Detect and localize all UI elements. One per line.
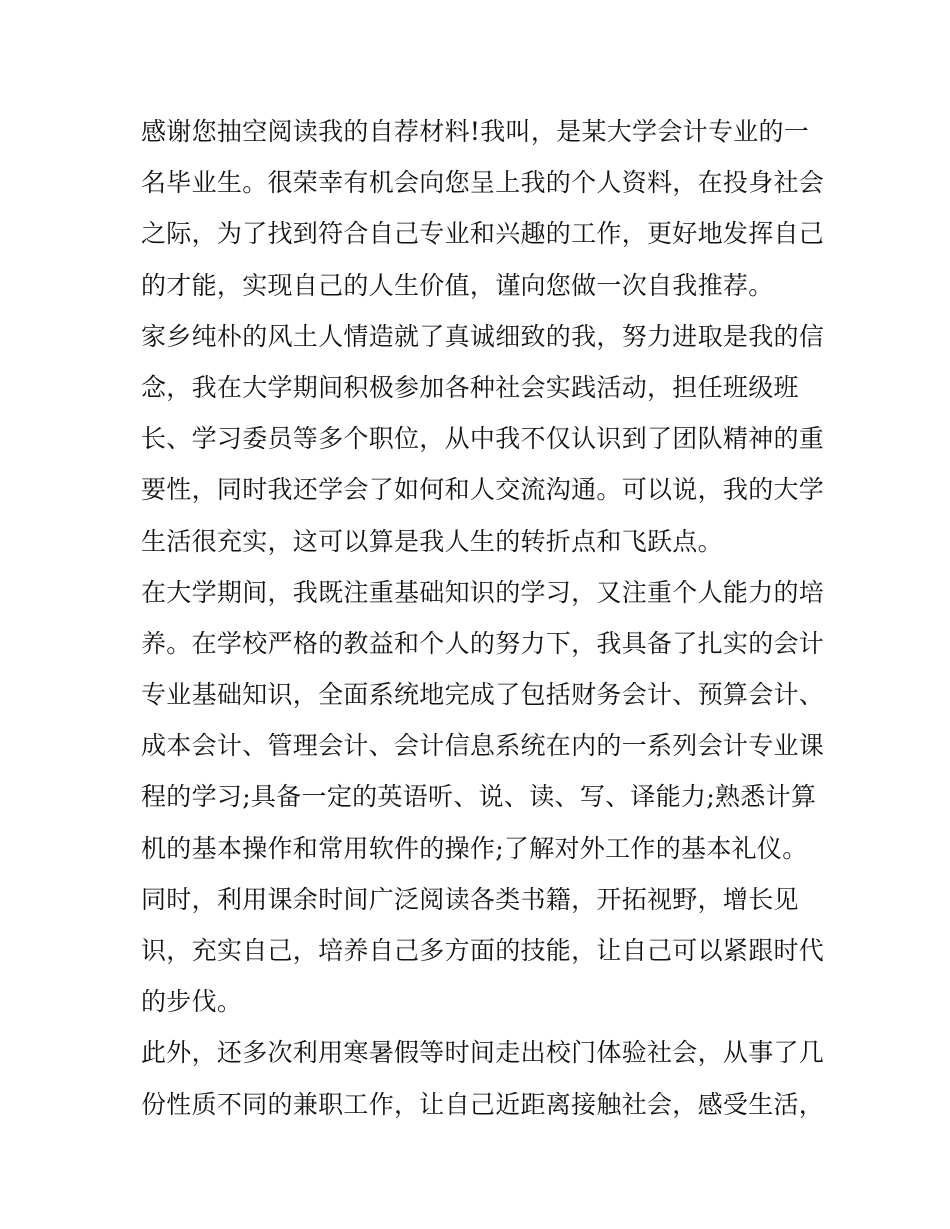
text-line: 程的学习;具备一定的英语听、说、读、写、译能力;熟悉计算	[141, 782, 817, 812]
text-line: 之际，为了找到符合自己专业和兴趣的工作，更好地发挥自己	[141, 219, 825, 249]
text-line: 机的基本操作和常用软件的操作;了解对外工作的基本礼仪。	[141, 833, 808, 863]
paragraph-practice	[141, 1027, 825, 1129]
paragraph-background	[141, 311, 825, 567]
text-line: 识，充实自己，培养自己多方面的技能，让自己可以紧跟时代	[141, 936, 825, 965]
text-line: 家乡纯朴的风土人情造就了真诚细致的我，努力进取是我的信	[141, 321, 825, 351]
text-line: 份性质不同的兼职工作，让自己近距离接触社会，感受生活，	[141, 1089, 825, 1119]
text-line: 要性，同时我还学会了如何和人交流沟通。可以说，我的大学	[141, 475, 825, 505]
text-line: 生活很充实，这可以算是我人生的转折点和飞跃点。	[141, 526, 723, 556]
paragraph-intro	[141, 106, 825, 311]
text-line: 长、学习委员等多个职位，从中我不仅认识到了团队精神的重	[141, 424, 825, 454]
text-line: 同时，利用课余时间广泛阅读各类书籍，开拓视野，增长见	[141, 884, 799, 914]
text-line: 名毕业生。很荣幸有机会向您呈上我的个人资料，在投身社会	[141, 168, 825, 198]
text-line: 养。在学校严格的教益和个人的努力下，我具备了扎实的会计	[141, 628, 825, 658]
document-body	[141, 106, 825, 1130]
paragraph-reading	[141, 874, 825, 1028]
text-line: 成本会计、管理会计、会计信息系统在内的一系列会计专业课	[141, 731, 825, 761]
text-line: 感谢您抽空阅读我的自荐材料!我叫，是某大学会计专业的一	[141, 117, 810, 146]
text-line: 的才能，实现自己的人生价值，谨向您做一次自我推荐。	[141, 270, 774, 300]
text-line: 的步伐。	[141, 987, 243, 1017]
paragraph-education	[141, 567, 825, 874]
text-line: 此外，还多次利用寒暑假等时间走出校门体验社会，从事了几	[141, 1038, 825, 1068]
text-line: 念，我在大学期间积极参加各种社会实践活动，担任班级班	[141, 372, 799, 402]
text-line: 专业基础知识，全面系统地完成了包括财务会计、预算会计、	[141, 680, 825, 710]
text-line: 在大学期间，我既注重基础知识的学习，又注重个人能力的培	[141, 577, 825, 607]
